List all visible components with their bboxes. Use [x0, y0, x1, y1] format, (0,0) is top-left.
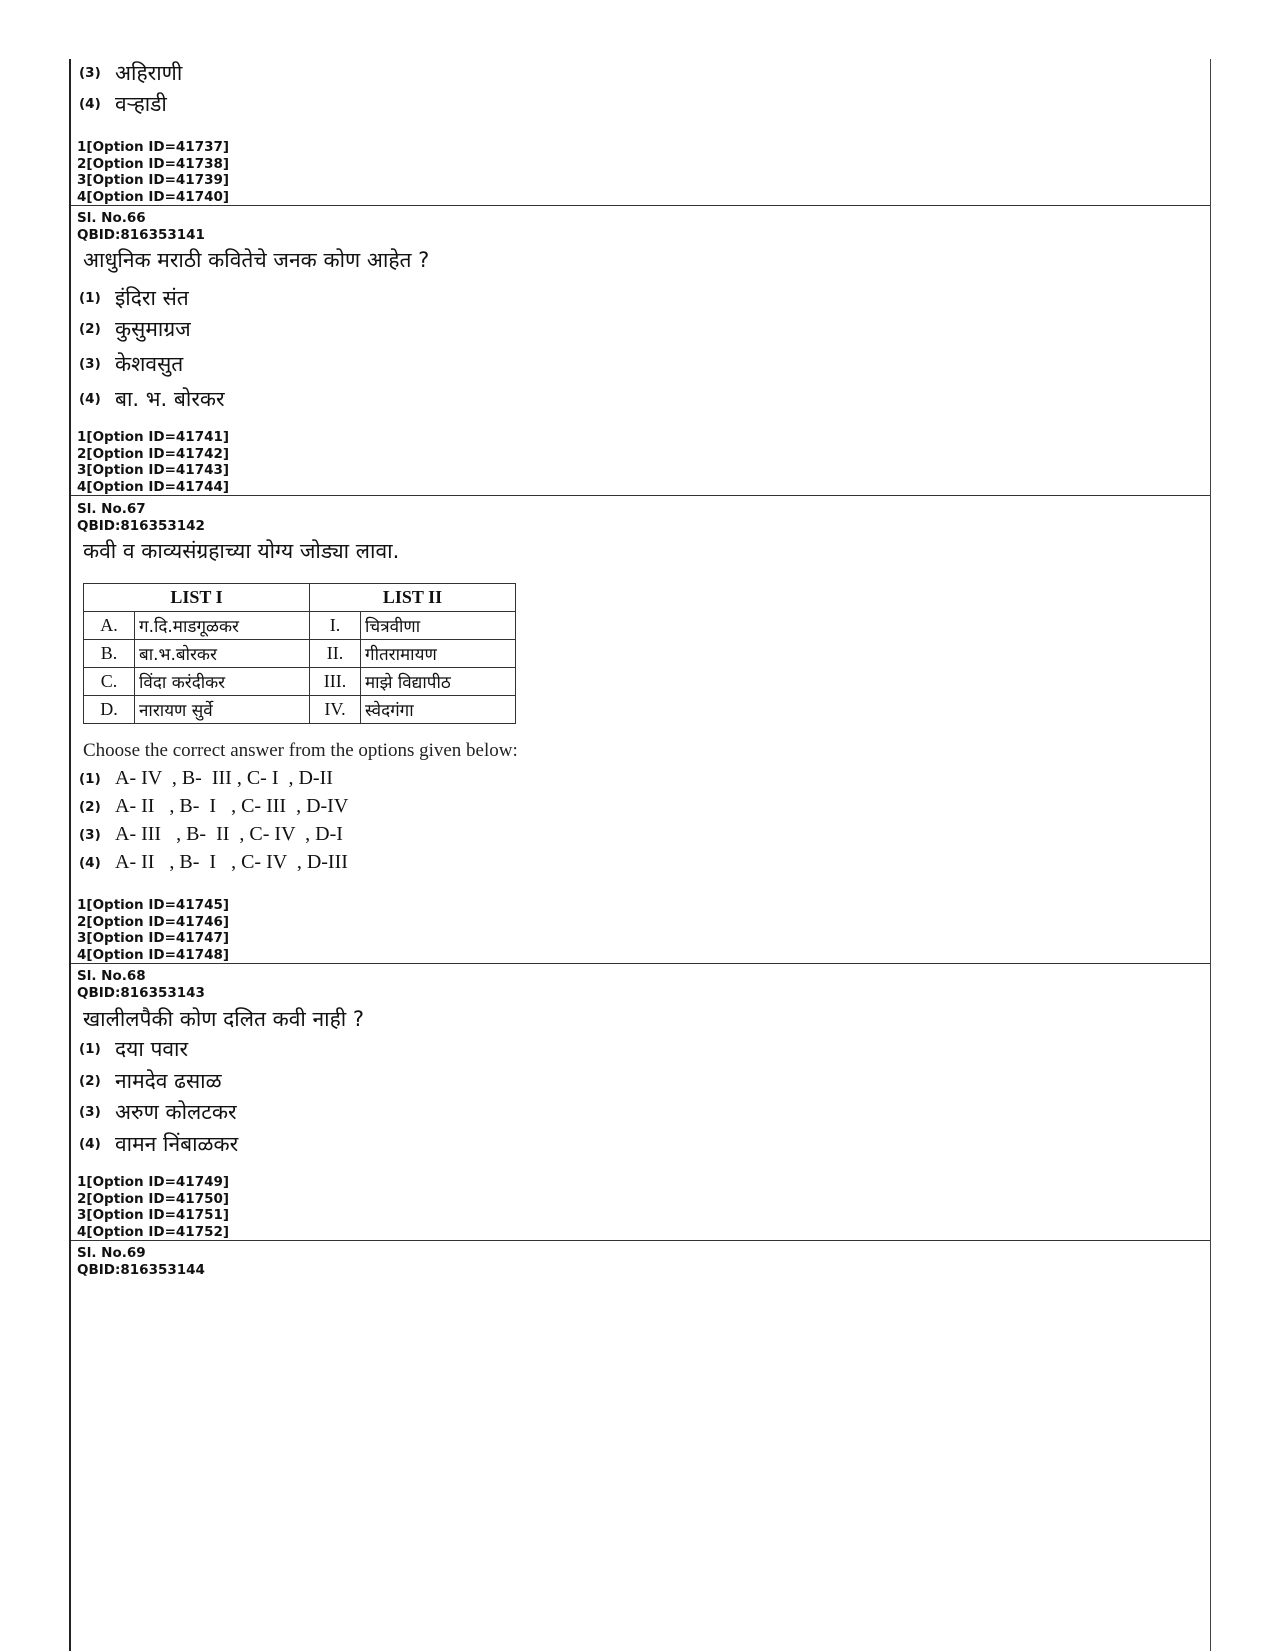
list-two-label: III.	[310, 668, 361, 696]
question-paper-frame	[69, 59, 1211, 1651]
question-text: खालीलपैकी कोण दलित कवी नाही ?	[83, 1007, 365, 1031]
option-id: 2[Option ID=41750]	[77, 1190, 230, 1207]
option-id: 1[Option ID=41749]	[77, 1174, 230, 1190]
option-number: (2)	[79, 321, 101, 337]
option-number: (3)	[79, 356, 101, 372]
option-id: 2[Option ID=41738]	[77, 155, 230, 172]
question-text: आधुनिक मराठी कवितेचे जनक कोण आहेत ?	[83, 248, 430, 272]
option-number: (1)	[79, 770, 101, 787]
question-divider	[71, 1240, 1210, 1241]
option-number: (4)	[79, 1136, 101, 1152]
option-row	[79, 315, 191, 343]
option-row	[79, 1067, 222, 1095]
option-id: 1[Option ID=41745]	[77, 897, 230, 913]
question-bank-id: QBID:816353143	[77, 984, 205, 1001]
option-number: (4)	[79, 391, 101, 407]
option-id: 4[Option ID=41748]	[77, 946, 230, 963]
table-header-row	[84, 584, 516, 612]
option-id: 4[Option ID=41740]	[77, 188, 230, 205]
list-two-label: I.	[310, 612, 361, 640]
option-id: 3[Option ID=41747]	[77, 930, 230, 946]
option-id: 3[Option ID=41739]	[77, 172, 230, 188]
option-text: अरुण कोलटकर	[115, 1100, 237, 1124]
option-id: 3[Option ID=41751]	[77, 1207, 230, 1223]
option-text: कुसुमाग्रज	[115, 317, 191, 341]
question-divider	[71, 495, 1210, 496]
question-header	[71, 1245, 1210, 1278]
list-two-item: स्वेदगंगा	[361, 696, 516, 724]
option-id: 3[Option ID=41743]	[77, 462, 230, 478]
option-id: 4[Option ID=41752]	[77, 1223, 230, 1240]
question-bank-id: QBID:816353144	[77, 1261, 205, 1278]
question-bank-id: QBID:816353142	[77, 517, 205, 534]
option-row	[79, 90, 167, 118]
list-one-header: LIST I	[84, 584, 310, 612]
list-one-label: C.	[84, 668, 135, 696]
question-header	[71, 501, 1210, 534]
option-id: 4[Option ID=41744]	[77, 478, 230, 495]
option-id-list	[71, 1174, 1210, 1240]
option-text: वामन निंबाळकर	[115, 1132, 239, 1156]
list-one-item: विंदा करंदीकर	[135, 668, 310, 696]
option-row	[79, 350, 183, 378]
list-one-label: B.	[84, 640, 135, 668]
serial-number: Sl. No.69	[77, 1245, 146, 1261]
option-row	[79, 284, 189, 312]
option-row	[79, 823, 343, 846]
list-two-label: II.	[310, 640, 361, 668]
list-two-item: चित्रवीणा	[361, 612, 516, 640]
option-id: 1[Option ID=41741]	[77, 429, 230, 445]
option-number: (1)	[79, 1041, 101, 1057]
option-number: (3)	[79, 1104, 101, 1120]
table-row	[84, 640, 516, 668]
option-number: (1)	[79, 290, 101, 306]
option-row	[79, 385, 225, 413]
option-row	[79, 795, 348, 818]
table-row	[84, 668, 516, 696]
serial-number: Sl. No.66	[77, 210, 146, 226]
option-id-list	[71, 429, 1210, 495]
option-number: (3)	[79, 826, 101, 843]
option-text: A- II , B- I , C- III , D-IV	[115, 795, 349, 817]
option-text: A- IV , B- III , C- I , D-II	[115, 767, 333, 789]
instruction-text: Choose the correct answer from the options given below:	[83, 740, 518, 761]
list-two-label: IV.	[310, 696, 361, 724]
option-text: अहिराणी	[115, 61, 183, 85]
list-one-item: ग.दि.माडगूळकर	[135, 612, 310, 640]
option-number: (4)	[79, 854, 101, 871]
question-header	[71, 968, 1210, 1001]
question-header	[71, 210, 1210, 243]
question-divider	[71, 205, 1210, 206]
option-number: (4)	[79, 96, 101, 112]
option-text: A- II , B- I , C- IV , D-III	[115, 851, 348, 873]
list-one-label: D.	[84, 696, 135, 724]
option-number: (2)	[79, 798, 101, 815]
serial-number: Sl. No.67	[77, 501, 146, 517]
option-text: बा. भ. बोरकर	[115, 387, 225, 411]
table-row	[84, 612, 516, 640]
list-one-item: बा.भ.बोरकर	[135, 640, 310, 668]
serial-number: Sl. No.68	[77, 968, 146, 984]
table-row	[84, 696, 516, 724]
option-text: वऱ्हाडी	[115, 92, 167, 116]
option-text: नामदेव ढसाळ	[115, 1069, 222, 1093]
option-row	[79, 1035, 188, 1063]
list-two-item: माझे विद्यापीठ	[361, 668, 516, 696]
option-text: दया पवार	[115, 1037, 189, 1061]
option-row	[79, 1098, 237, 1126]
option-text: केशवसुत	[115, 352, 184, 376]
question-bank-id: QBID:816353141	[77, 226, 205, 243]
option-text: A- III , B- II , C- IV , D-I	[115, 823, 343, 845]
option-text: इंदिरा संत	[115, 286, 189, 310]
list-one-item: नारायण सुर्वे	[135, 696, 310, 724]
option-id: 2[Option ID=41746]	[77, 913, 230, 930]
question-text: कवी व काव्यसंग्रहाच्या योग्य जोड्या लावा.	[83, 539, 400, 563]
option-row	[79, 59, 182, 87]
match-list-table	[83, 583, 516, 724]
option-id: 1[Option ID=41737]	[77, 139, 230, 155]
option-row	[79, 851, 348, 874]
question-divider	[71, 963, 1210, 964]
list-one-label: A.	[84, 612, 135, 640]
option-row	[79, 767, 333, 790]
option-number: (2)	[79, 1073, 101, 1089]
option-id-list	[71, 897, 1210, 963]
list-two-header: LIST II	[310, 584, 516, 612]
option-id: 2[Option ID=41742]	[77, 445, 230, 462]
option-number: (3)	[79, 65, 101, 81]
option-id-list	[71, 139, 1210, 205]
option-row	[79, 1130, 238, 1158]
list-two-item: गीतरामायण	[361, 640, 516, 668]
